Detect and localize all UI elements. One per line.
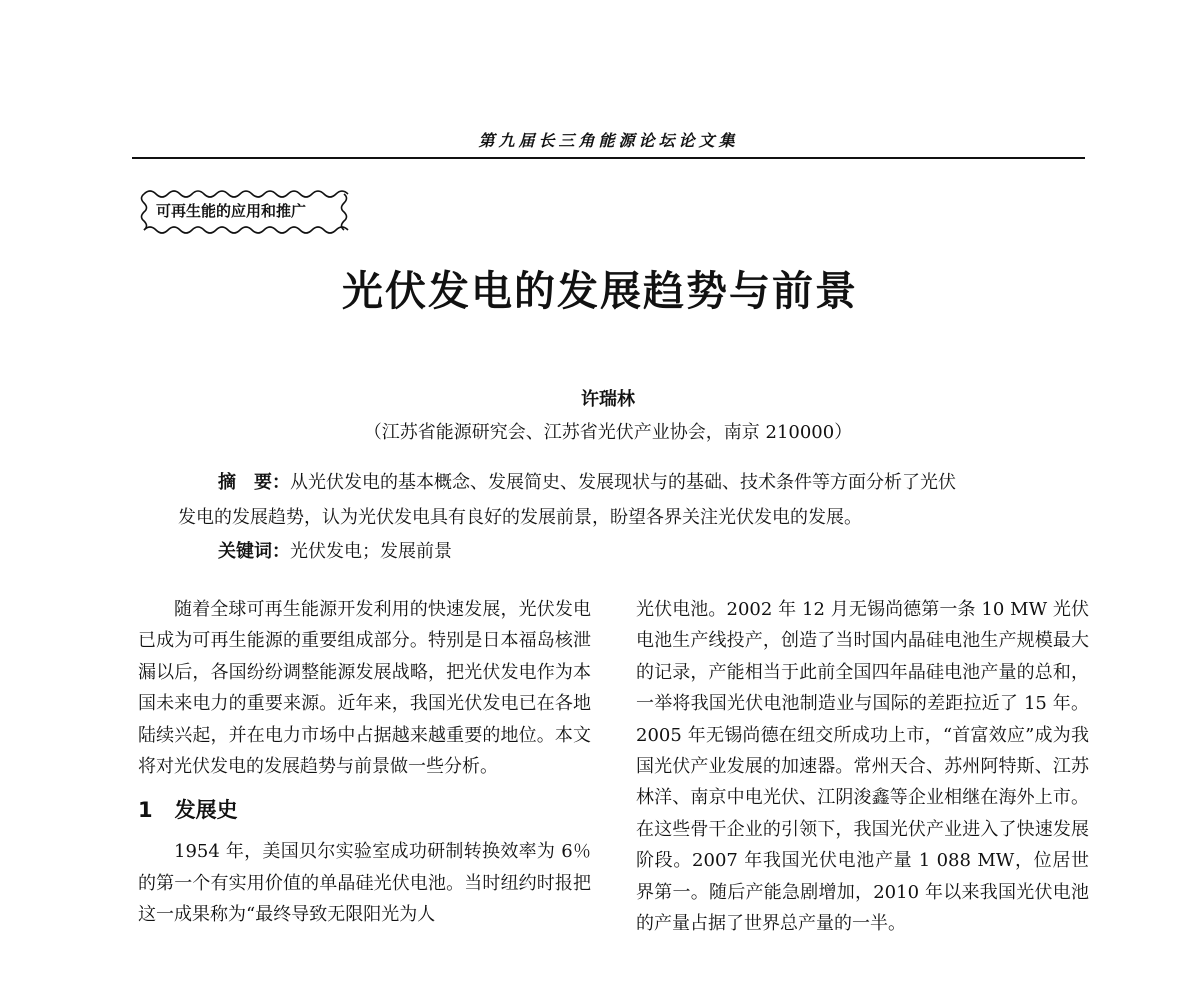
keywords-line [218, 537, 452, 563]
author-name: 许瑞林 [581, 389, 635, 410]
history-paragraph: 1954 年，美国贝尔实验室成功研制转换效率为 6％的第一个有实用价值的单晶硅光伏电池。当时纽约时报把这一成果称为“最终导致无限阳光为人 [138, 841, 591, 926]
intro-paragraph: 随着全球可再生能源开发利用的快速发展，光伏发电已成为可再生能源的重要组成部分。特别是日本福岛核泄漏以后，各国纷纷调整能源发展战略，把光伏发电作为本国未来电力的重要来源。近年来，我国光伏发电已在各地陆续兴起，并在电力市场中占据越来越重要的地位。本文将对光伏发电的发展趋势与前景做一些分析。 [138, 599, 591, 778]
body-left-column [138, 594, 591, 931]
abstract-label: 摘 要： [218, 472, 290, 493]
keywords-label: 关键词： [218, 541, 290, 562]
paper-title: 光伏发电的发展趋势与前景 [342, 267, 858, 315]
abstract-line-1 [218, 468, 956, 494]
keywords-text: 光伏发电；发展前景 [290, 541, 452, 562]
running-header: 第九届长三角能源论坛论文集 [478, 131, 739, 150]
section-tag-label: 可再生能的应用和推广 [156, 202, 307, 220]
section-heading [138, 794, 591, 826]
body-right-column [636, 594, 1089, 939]
section-title: 发展史 [174, 798, 238, 823]
right-column-paragraph: 光伏电池。2002 年 12 月无锡尚德第一条 10 MW 光伏电池生产线投产，创造了当时国内晶硅电池生产规模最大的记录，产能相当于此前全国四年晶硅电池产量的总和，一举将我国光伏电池制造业与国际的差距拉近了 15 年。2005 年无锡尚德在纽交所成功上市，“首富效应”成为我国光伏产业发展的加速器。常州天合、苏州阿特斯、江苏林洋、南京中电光伏、江阴浚鑫等企业相继在海外上市。在这些骨干企业的引领下，我国光伏产业进入了快速发展阶段。2007 年我国光伏电池产量 1 088 MW，位居世界第一。随后产能急剧增加，2010 年以来我国光伏电池的产量占据了世界总产量的一半。 [636, 599, 1089, 935]
header-rule [132, 157, 1085, 159]
section-number: 1 [138, 798, 153, 823]
abstract-line-2: 发电的发展趋势，认为光伏发电具有良好的发展前景，盼望各界关注光伏发电的发展。 [178, 507, 862, 528]
section-tag [138, 186, 350, 236]
abstract-text-1: 从光伏发电的基本概念、发展简史、发展现状与的基础、技术条件等方面分析了光伏 [290, 472, 956, 493]
author-affiliation: （江苏省能源研究会、江苏省光伏产业协会，南京 210000） [363, 422, 853, 443]
